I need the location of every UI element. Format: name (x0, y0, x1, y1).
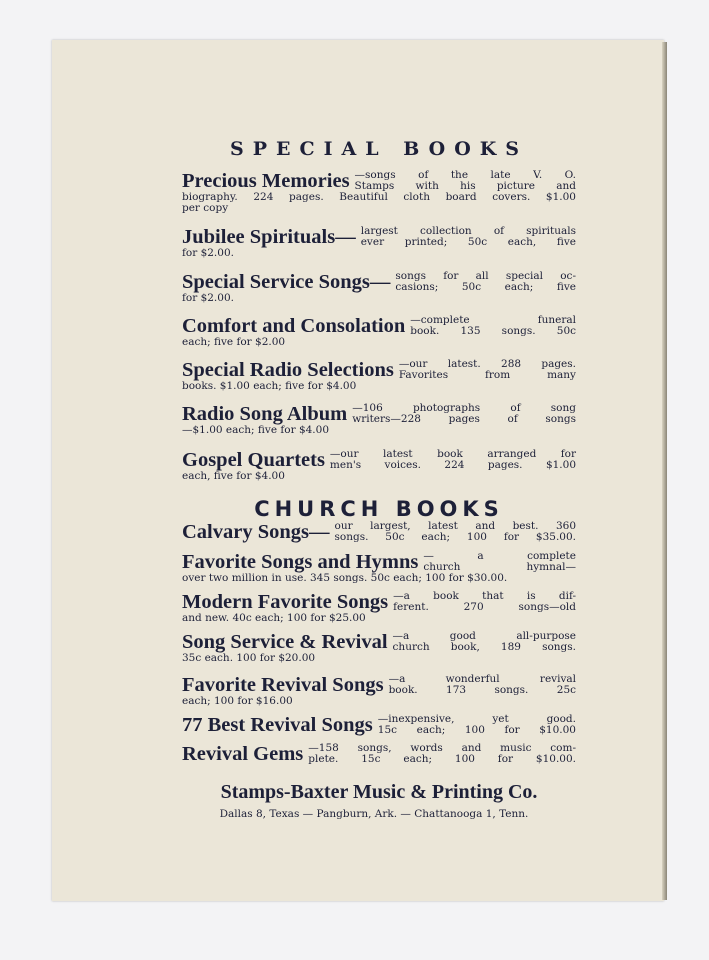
description-continuation: biography. 224 pages. Beautiful cloth board covers. $1.00 (182, 191, 576, 203)
description-continuation: and new. 40c each; 100 for $25.00 (182, 612, 366, 624)
book-title: Gospel Quartets (182, 449, 325, 471)
book-entry (182, 403, 576, 436)
book-description (393, 631, 576, 653)
description-line: men's voices. 224 pages. $1.00 (329, 459, 576, 471)
description-continuation: 35c each. 100 for $20.00 (182, 652, 316, 664)
description-line: ever printed; 50c each, five (360, 236, 576, 248)
book-description (410, 315, 576, 337)
book-title: Special Radio Selections (182, 359, 394, 381)
book-entry (182, 359, 576, 392)
book-title: Comfort and Consolation (182, 315, 406, 337)
description-continuation: for $2.00. (182, 292, 234, 304)
book-description (330, 449, 576, 471)
book-description (378, 714, 576, 736)
description-continuation: books. $1.00 each; five for $4.00 (182, 380, 357, 392)
description-line: book. 173 songs. 25c (388, 684, 576, 696)
description-continuation: per copy (182, 202, 229, 214)
book-description (395, 271, 576, 293)
description-line: ferent. 270 songs—old (393, 601, 576, 613)
description-line: —our latest book arranged for (329, 448, 576, 460)
book-title: Favorite Revival Songs (182, 674, 384, 696)
book-title: Jubilee Spirituals— (182, 226, 356, 248)
book-title: Radio Song Album (182, 403, 348, 425)
description-line: plete. 15c each; 100 for $10.00. (308, 753, 576, 765)
book-entry (182, 315, 576, 348)
book-entry (182, 674, 576, 707)
book-entry (182, 271, 576, 304)
book-description (389, 674, 576, 696)
book-description (361, 226, 576, 248)
description-line: songs. 50c each; 100 for $35.00. (334, 531, 576, 543)
description-line: our largest, latest and best. 360 (334, 520, 576, 532)
book-title: 77 Best Revival Songs (182, 714, 373, 736)
book-title: Precious Memories (182, 170, 350, 192)
book-title: Special Service Songs— (182, 271, 391, 293)
description-line: — a complete (423, 550, 576, 562)
book-description (335, 521, 576, 543)
description-continuation: each; five for $2.00 (182, 336, 286, 348)
book-entry (182, 551, 576, 584)
book-title: Song Service & Revival (182, 631, 388, 653)
description-line: 15c each; 100 for $10.00 (377, 724, 576, 736)
description-line: book. 135 songs. 50c (410, 325, 576, 337)
description-line: —a book that is dif- (393, 590, 576, 602)
book-entry (182, 521, 576, 543)
description-line: —songs of the late V. O. (354, 169, 576, 181)
description-continuation: over two million in use. 345 songs. 50c each; 100 for $30.00. (182, 572, 508, 584)
book-entry (182, 714, 576, 736)
book-entry (182, 631, 576, 664)
book-description (355, 170, 576, 192)
page-edge-shadow (662, 42, 667, 900)
description-line: —complete funeral (410, 314, 576, 326)
book-entry (182, 226, 576, 259)
description-line: largest collection of spirituals (360, 225, 576, 237)
description-continuation: —$1.00 each; five for $4.00 (182, 424, 329, 436)
publisher-address: Dallas 8, Texas — Pangburn, Ark. — Chattanooga 1, Tenn. (219, 808, 529, 820)
description-continuation: each; 100 for $16.00 (182, 695, 293, 707)
description-line: Stamps with his picture and (354, 180, 576, 192)
description-line: church book, 189 songs. (392, 641, 576, 653)
description-continuation: for $2.00. (182, 247, 234, 259)
description-line: —a wonderful revival (388, 673, 576, 685)
description-line: —inexpensive, yet good. (377, 713, 576, 725)
description-line: —106 photographs of song (352, 402, 576, 414)
book-title: Modern Favorite Songs (182, 591, 389, 613)
book-description (308, 743, 576, 765)
book-title: Favorite Songs and Hymns (182, 551, 419, 573)
description-line: Favorites from many (398, 369, 576, 381)
description-line: —a good all-purpose (392, 630, 576, 642)
book-description (352, 403, 576, 425)
description-line: church hymnal— (423, 561, 576, 573)
book-title: Revival Gems (182, 743, 304, 765)
description-line: —our latest. 288 pages. (398, 358, 576, 370)
book-description (423, 551, 576, 573)
book-description (399, 359, 576, 381)
book-description (393, 591, 576, 613)
description-continuation: each, five for $4.00 (182, 470, 285, 482)
description-line: songs for all special oc- (395, 270, 576, 282)
book-title: Calvary Songs— (182, 521, 330, 543)
description-line: casions; 50c each; five (395, 281, 576, 293)
special-books-heading: SPECIAL BOOKS (230, 138, 528, 160)
description-line: —158 songs, words and music com- (308, 742, 576, 754)
description-line: writers—228 pages of songs (352, 413, 576, 425)
book-entry (182, 449, 576, 482)
publisher-name: Stamps-Baxter Music & Printing Co. (220, 781, 538, 803)
book-entry (182, 591, 576, 624)
book-entry (182, 170, 576, 214)
book-entry (182, 743, 576, 765)
church-books-heading: CHURCH BOOKS (254, 497, 504, 521)
